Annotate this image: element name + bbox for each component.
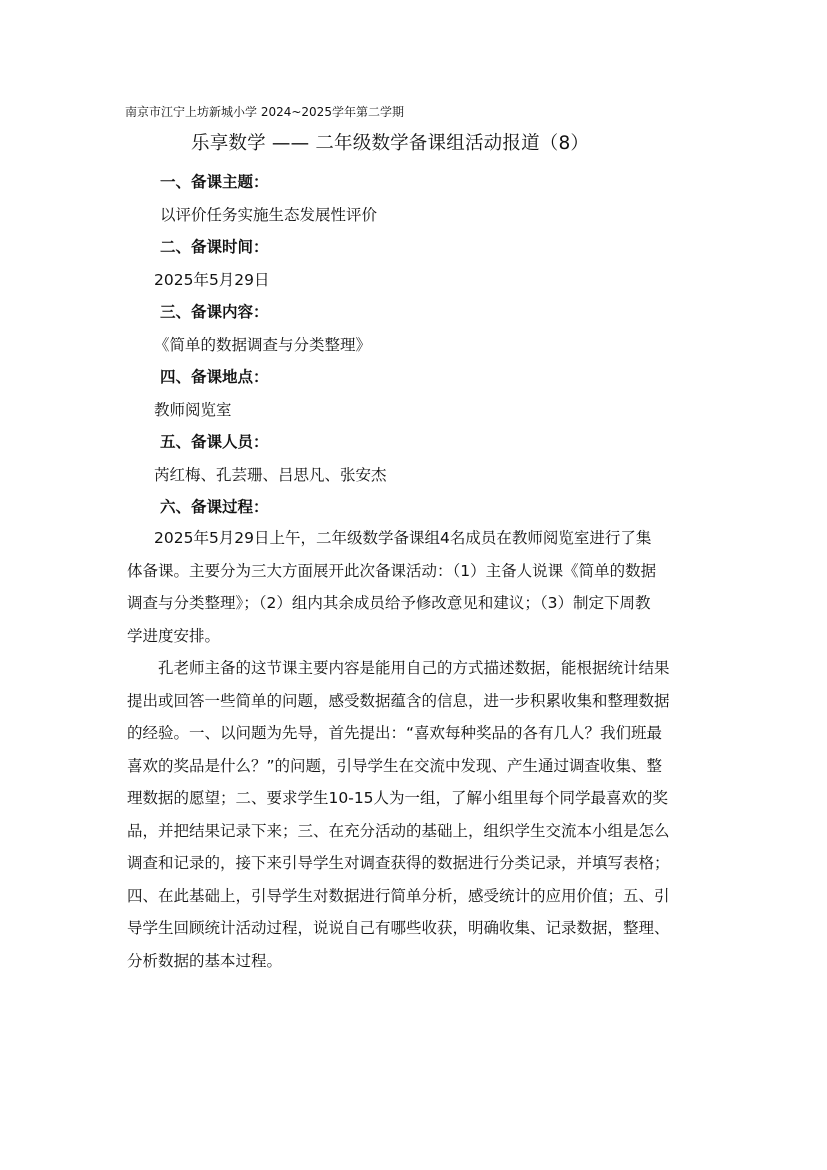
section-heading-location: 四、备课地点： bbox=[160, 368, 269, 386]
section-value-topic: 以评价任务实施生态发展性评价 bbox=[160, 206, 378, 224]
report-title: 乐享数学 —— 二年级数学备课组活动报道（8） bbox=[191, 133, 590, 154]
paragraph-line: 调查和记录的，接下来引导学生对调查获得的数据进行分类记录，并填写表格； bbox=[127, 854, 670, 872]
paragraph-line: 提出或回答一些简单的问题，感受数据蕴含的信息，进一步积累收集和整理数据 bbox=[127, 691, 670, 710]
paragraph-line: 孔老师主备的这节课主要内容是能用自己的方式描述数据，能根据统计结果 bbox=[158, 659, 670, 677]
section-heading-time: 二、备课时间： bbox=[160, 238, 269, 256]
process-paragraph-1 bbox=[127, 522, 714, 652]
paragraph-line: 四、在此基础上，引导学生对数据进行简单分析，感受统计的应用价值；五、引 bbox=[127, 886, 670, 905]
school-term-header: 南京市江宁上坊新城小学 2024~2025学年第二学期 bbox=[125, 105, 404, 119]
section-heading-members: 五、备课人员： bbox=[160, 433, 269, 451]
paragraph-line: 品，并把结果记录下来；三、在充分活动的基础上，组织学生交流本小组是怎么 bbox=[127, 821, 670, 840]
paragraph-line: 的经验。一、以问题为先导，首先提出：“喜欢每种奖品的各有几人？我们班最 bbox=[127, 724, 663, 742]
paragraph-line: 导学生回顾统计活动过程，说说自己有哪些收获，明确收集、记录数据，整理、 bbox=[127, 919, 670, 937]
paragraph-line: 分析数据的基本过程。 bbox=[127, 951, 283, 970]
section-value-location: 教师阅览室 bbox=[154, 401, 232, 419]
section-heading-topic: 一、备课主题： bbox=[160, 173, 269, 191]
paragraph-line: 理数据的愿望；二、要求学生10-15人为一组，了解小组里每个同学最喜欢的奖 bbox=[127, 789, 669, 807]
section-heading-content: 三、备课内容： bbox=[160, 303, 269, 321]
paragraph-line: 体备课。主要分为三大方面展开此次备课活动：（1）主备人说课《简单的数据 bbox=[127, 561, 657, 580]
paragraph-line: 学进度安排。 bbox=[127, 626, 221, 645]
paragraph-line: 2025年5月29日上午，二年级数学备课组4名成员在教师阅览室进行了集 bbox=[154, 529, 652, 547]
section-heading-process: 六、备课过程： bbox=[160, 498, 269, 516]
paragraph-line: 调查与分类整理》；（2）组内其余成员给予修改意见和建议；（3）制定下周教 bbox=[127, 594, 651, 612]
paragraph-line: 喜欢的奖品是什么？”的问题，引导学生在交流中发现、产生通过调查收集、整 bbox=[127, 756, 663, 775]
process-paragraph-2 bbox=[127, 652, 714, 977]
section-value-time: 2025年5月29日 bbox=[154, 271, 270, 289]
section-value-content: 《简单的数据调查与分类整理》 bbox=[154, 336, 372, 354]
section-value-members: 芮红梅、孔芸珊、吕思凡、张安杰 bbox=[154, 466, 387, 484]
